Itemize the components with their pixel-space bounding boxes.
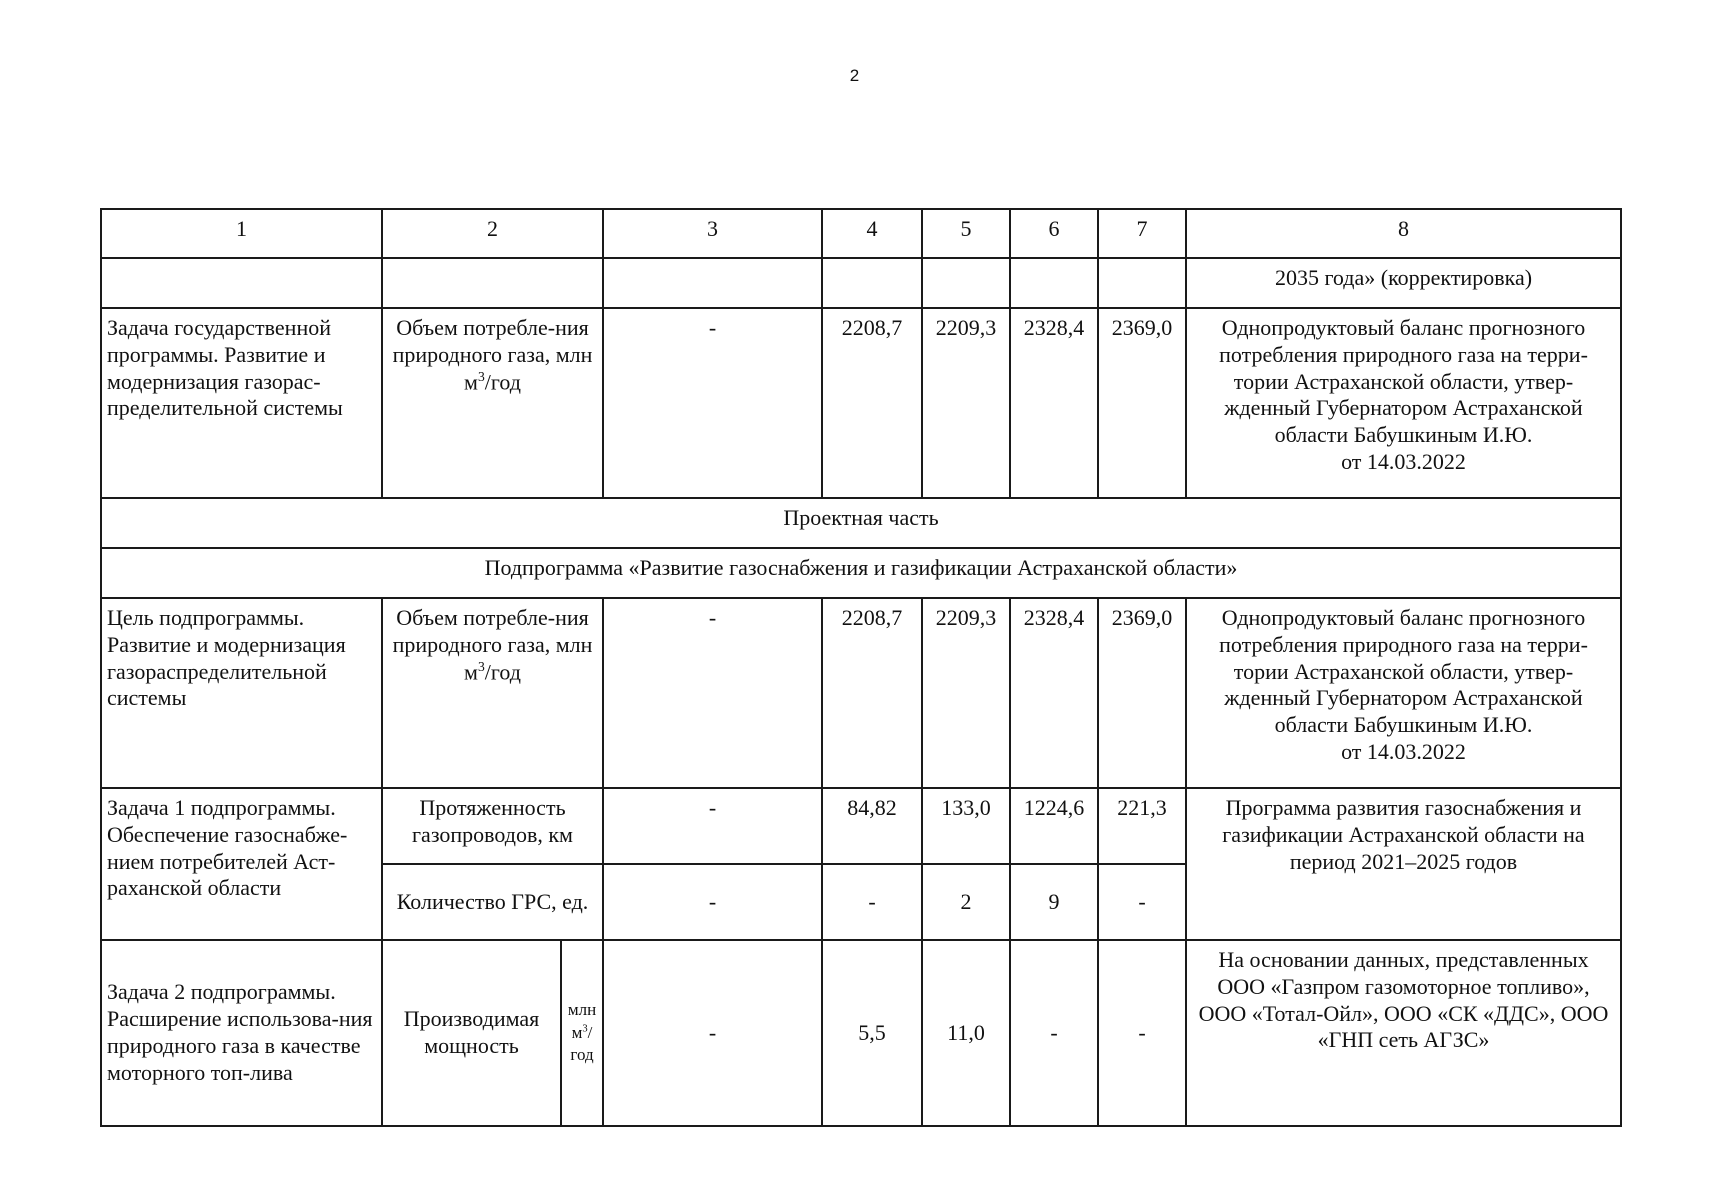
header-cell: 5 — [922, 209, 1010, 258]
source-cell: Однопродуктовый баланс прогнозного потребления природного газа на терри-тории Астраханской области, утвер-жденный Губернатором Астраханской области Бабушкиным И.Ю. от 14.03.2022 — [1186, 308, 1621, 498]
value-cell: - — [603, 788, 822, 864]
source-cell: Однопродуктовый баланс прогнозного потребления природного газа на терри-тории Астраханской области, утвер-жденный Губернатором Астраханской области Бабушкиным И.Ю. от 14.03.2022 — [1186, 598, 1621, 788]
header-cell: 4 — [822, 209, 922, 258]
header-cell: 7 — [1098, 209, 1186, 258]
value-cell: 133,0 — [922, 788, 1010, 864]
continuation-row — [101, 258, 1621, 308]
indicator-cell: Объем потребле-ния природного газа, млн $м^3$/год — [382, 598, 603, 788]
source-cell: На основании данных, представленных ООО «Газпром газомоторное топливо», ООО «Тотал-Ойл», ООО «СК «ДДС», ООО «ГНП сеть АГЗС» — [1186, 940, 1621, 1126]
value-cell: - — [822, 864, 922, 940]
value-cell: - — [603, 864, 822, 940]
header-cell: 1 — [101, 209, 382, 258]
header-cell: 2 — [382, 209, 603, 258]
subprogram-row — [101, 548, 1621, 598]
value-cell: 84,82 — [822, 788, 922, 864]
indicator-name-cell: Задача 1 подпрограммы. Обеспечение газоснабже-нием потребителей Аст-раханской области — [101, 788, 382, 940]
unit-cell: млн $м^3/$ год — [561, 940, 603, 1126]
section-row — [101, 498, 1621, 548]
value-cell: - — [1010, 940, 1098, 1126]
state-program-task-row — [101, 308, 1621, 498]
value-cell: 2369,0 — [1098, 598, 1186, 788]
value-cell: - — [1098, 864, 1186, 940]
subprogram-title: Подпрограмма «Развитие газоснабжения и газификации Астраханской области» — [101, 548, 1621, 598]
section-title: Проектная часть — [101, 498, 1621, 548]
task1-row — [101, 788, 1621, 864]
value-cell: 2208,7 — [822, 308, 922, 498]
value-cell: 2369,0 — [1098, 308, 1186, 498]
indicators-table — [100, 208, 1622, 1127]
header-cell: 3 — [603, 209, 822, 258]
value-cell: - — [603, 308, 822, 498]
value-cell: 2328,4 — [1010, 598, 1098, 788]
value-cell: 11,0 — [922, 940, 1010, 1126]
indicator-name-cell: Задача государственной программы. Развитие и модернизация газорас-пределительной системы — [101, 308, 382, 498]
subprogram-goal-row — [101, 598, 1621, 788]
value-cell: 2209,3 — [922, 598, 1010, 788]
task2-row — [101, 940, 1621, 1126]
indicator-cell: Объем потребле-ния природного газа, млн $м^3$/год — [382, 308, 603, 498]
value-cell: - — [603, 598, 822, 788]
indicator-cell: Количество ГРС, ед. — [382, 864, 603, 940]
indicator-name-cell: Задача 2 подпрограммы. Расширение использова-ния природного газа в качестве моторного топ-лива — [101, 940, 382, 1126]
header-row — [101, 209, 1621, 258]
source-cell: 2035 года» (корректировка) — [1186, 258, 1621, 308]
value-cell: 221,3 — [1098, 788, 1186, 864]
value-cell: 2 — [922, 864, 1010, 940]
value-cell: 2328,4 — [1010, 308, 1098, 498]
header-cell: 6 — [1010, 209, 1098, 258]
page-number: 2 — [849, 66, 860, 85]
indicator-name-cell: Цель подпрограммы. Развитие и модернизация газораспределительной системы — [101, 598, 382, 788]
value-cell: 2209,3 — [922, 308, 1010, 498]
value-cell: - — [1098, 940, 1186, 1126]
value-cell: 2208,7 — [822, 598, 922, 788]
value-cell: 1224,6 — [1010, 788, 1098, 864]
indicator-cell: Производимая мощность — [382, 940, 561, 1126]
indicator-cell: Протяженность газопроводов, км — [382, 788, 603, 864]
source-cell: Программа развития газоснабжения и газификации Астраханской области на период 2021–2025 годов — [1186, 788, 1621, 940]
value-cell: - — [603, 940, 822, 1126]
header-cell: 8 — [1186, 209, 1621, 258]
value-cell: 9 — [1010, 864, 1098, 940]
value-cell: 5,5 — [822, 940, 922, 1126]
